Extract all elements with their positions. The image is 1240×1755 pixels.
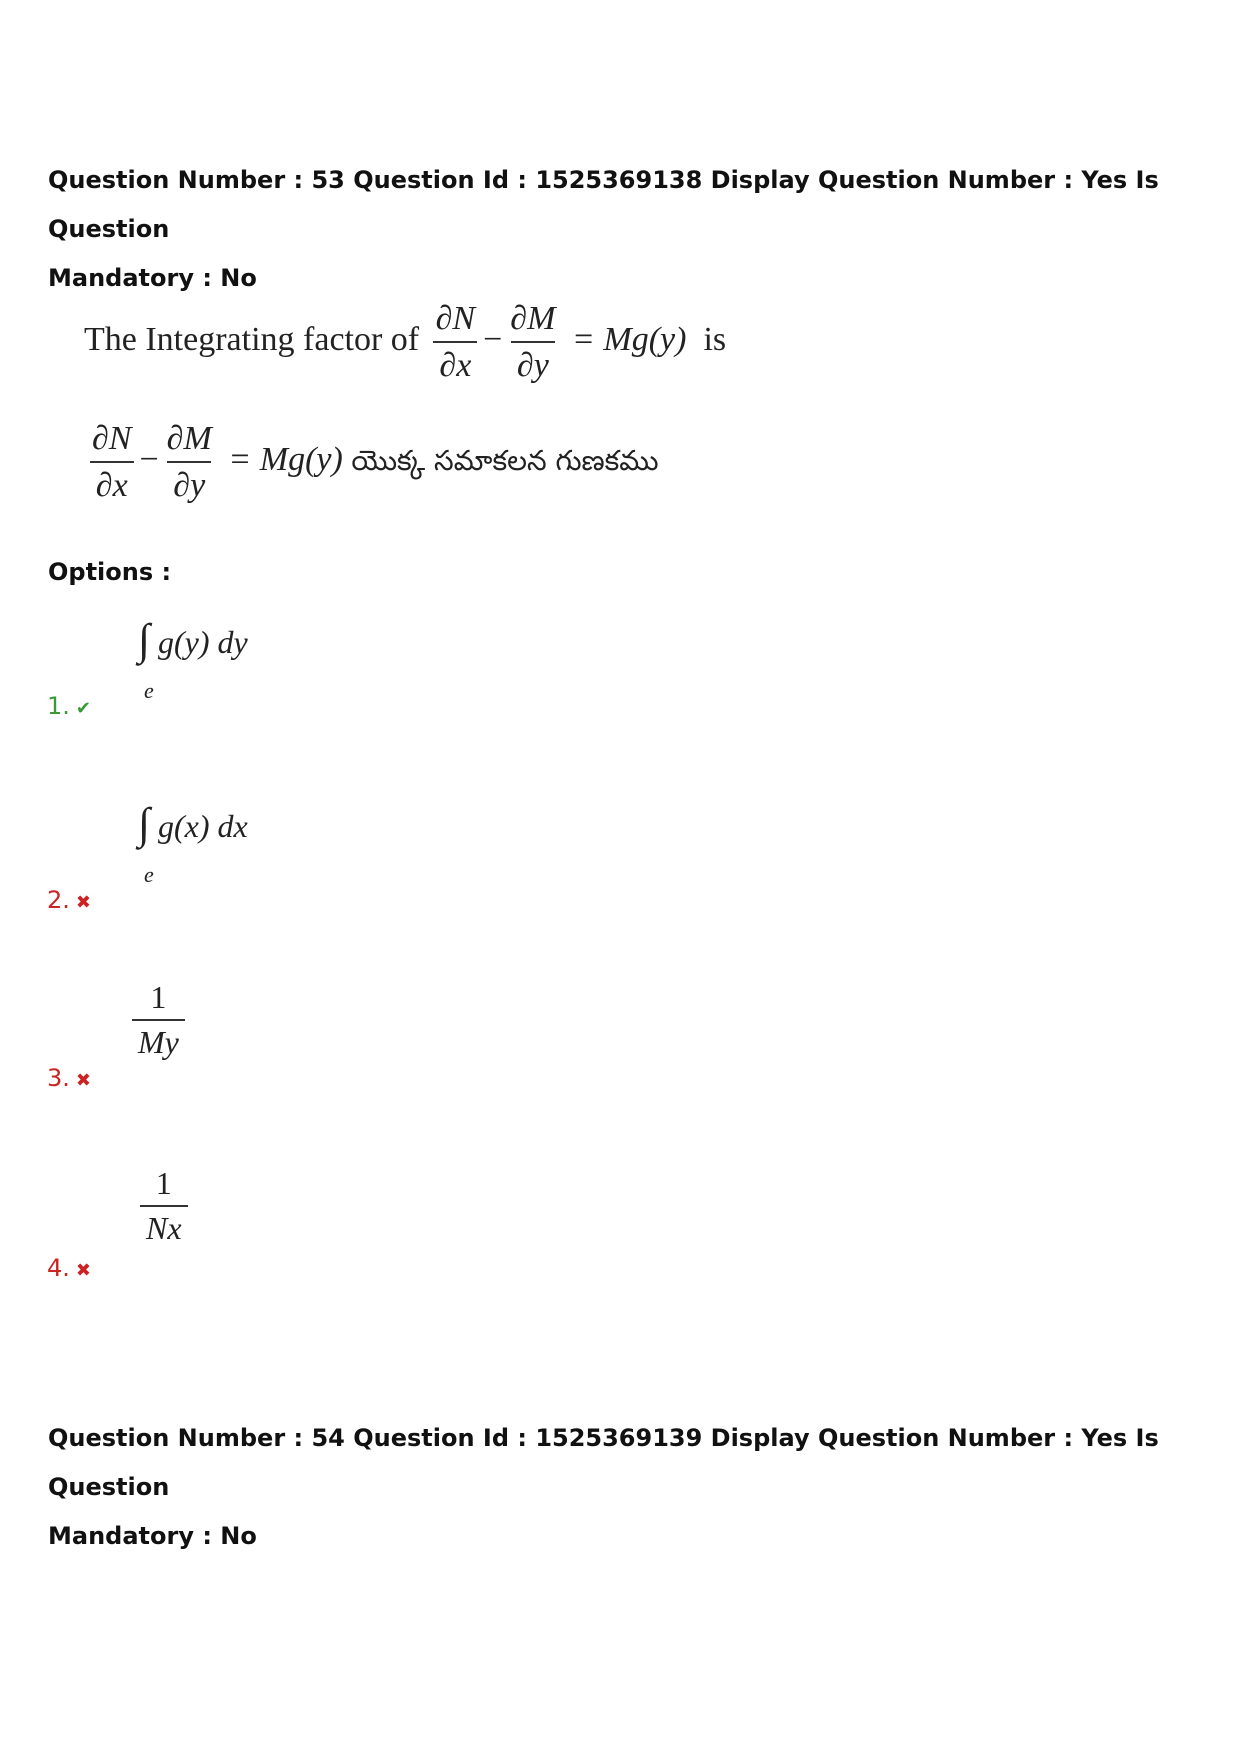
- option-3-numerator: 1: [150, 979, 167, 1015]
- option-4-number: 4.: [47, 1254, 70, 1282]
- fraction-dN-dx-telugu: $\frac{\partial N}{\partial x}$: [86, 420, 137, 505]
- question-header-line2: Mandatory : No: [48, 264, 257, 292]
- option-2-base: e: [144, 862, 154, 887]
- fraction-dM-dy: $\frac{\partial M}{\partial y}$: [510, 300, 556, 385]
- question-header-line2: Mandatory : No: [48, 1522, 257, 1550]
- option-1-exponent: g(y) dy: [158, 624, 248, 660]
- question-text-telugu: $\frac{\partial N}{\partial x}$ − $\frac{\partial M}{\partial y}$ = Mg(y) యొక్క సమాకలన గుణకము: [84, 420, 659, 505]
- cross-icon: ✖: [75, 1260, 91, 1281]
- cross-icon: ✖: [75, 1070, 91, 1091]
- option-2-expression: ∫ g(x) dx e: [138, 799, 248, 887]
- option-4-numerator: 1: [155, 1165, 172, 1201]
- option-4-label[interactable]: [47, 1254, 91, 1282]
- telugu-suffix: యొక్క సమాకలన గుణకము: [351, 444, 659, 478]
- fraction-dM-dy-telugu: $\frac{\partial M}{\partial y}$: [166, 420, 212, 505]
- option-1-label[interactable]: [47, 692, 91, 720]
- question-text-english: The Integrating factor of $\frac{\partial N}{\partial x}$ − $\frac{\partial M}{\partial y}$ = Mg(y) is: [84, 300, 727, 385]
- equation-rhs: = Mg(y): [571, 321, 687, 359]
- fraction-dN-dx: $\frac{\partial N}{\partial x}$: [430, 300, 481, 385]
- option-4-expression: [138, 1166, 190, 1246]
- options-heading: Options :: [48, 558, 172, 586]
- option-3-denominator: My: [132, 1019, 185, 1060]
- question-prefix: The Integrating factor of: [84, 321, 420, 359]
- option-1-expression: ∫ g(y) dy e: [138, 615, 248, 703]
- option-3-label[interactable]: [47, 1064, 91, 1092]
- question-54-header: [48, 1414, 1198, 1561]
- question-suffix: is: [703, 321, 727, 359]
- question-header-line1: Question Number : 53 Question Id : 1525369138 Display Question Number : Yes Is Question: [48, 166, 1159, 243]
- option-3-number: 3.: [47, 1064, 70, 1092]
- option-2-number: 2.: [47, 886, 70, 914]
- option-4-denominator: Nx: [140, 1205, 188, 1246]
- question-53-header: [48, 156, 1198, 303]
- option-3-expression: [130, 980, 187, 1060]
- option-2-label[interactable]: [47, 886, 91, 914]
- option-2-exponent: g(x) dx: [158, 808, 248, 844]
- option-1-number: 1.: [47, 692, 70, 720]
- option-1-base: e: [144, 678, 154, 703]
- question-header-line1: Question Number : 54 Question Id : 1525369139 Display Question Number : Yes Is Question: [48, 1424, 1159, 1501]
- cross-icon: ✖: [75, 892, 91, 913]
- check-icon: ✔: [75, 698, 91, 719]
